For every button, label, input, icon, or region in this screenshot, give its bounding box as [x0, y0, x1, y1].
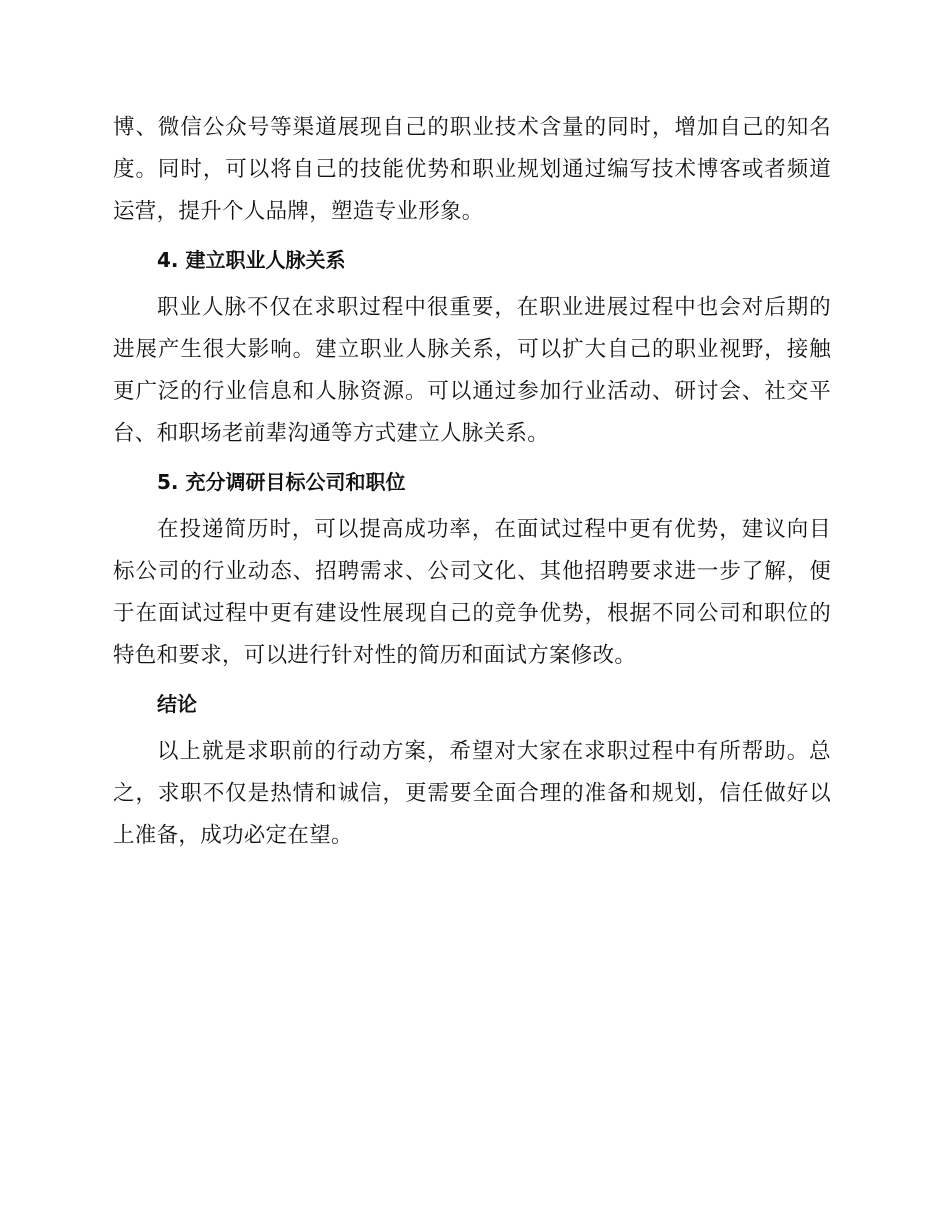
section-5-heading: 5. 充分调研目标公司和职位: [157, 470, 406, 494]
section-4-paragraph: 职业人脉不仅在求职过程中很重要，在职业进展过程中也会对后期的进展产生很大影响。建立职业人脉关系，可以扩大自己的职业视野，接触更广泛的行业信息和人脉资源。可以通过参加行业活动、研讨会、社交平台、和职场老前辈沟通等方式建立人脉关系。: [113, 295, 831, 446]
section-5-paragraph: 在投递简历时，可以提高成功率，在面试过程中更有优势，建议向目标公司的行业动态、招聘需求、公司文化、其他招聘要求进一步了解，便于在面试过程中更有建设性展现自己的竞争优势，根据不同公司和职位的特色和要求，可以进行针对性的简历和面试方案修改。: [113, 517, 831, 668]
intro-paragraph: 博、微信公众号等渠道展现自己的职业技术含量的同时，增加自己的知名度。同时，可以将自己的技能优势和职业规划通过编写技术博客或者频道运营，提升个人品牌，塑造专业形象。: [113, 115, 831, 224]
conclusion-heading: 结论: [157, 692, 197, 716]
section-4-heading: 4. 建立职业人脉关系: [157, 248, 346, 272]
document-page: [113, 107, 831, 857]
conclusion-paragraph: 以上就是求职前的行动方案，希望对大家在求职过程中有所帮助。总之，求职不仅是热情和诚信，更需要全面合理的准备和规划，信任做好以上准备，成功必定在望。: [113, 739, 831, 848]
